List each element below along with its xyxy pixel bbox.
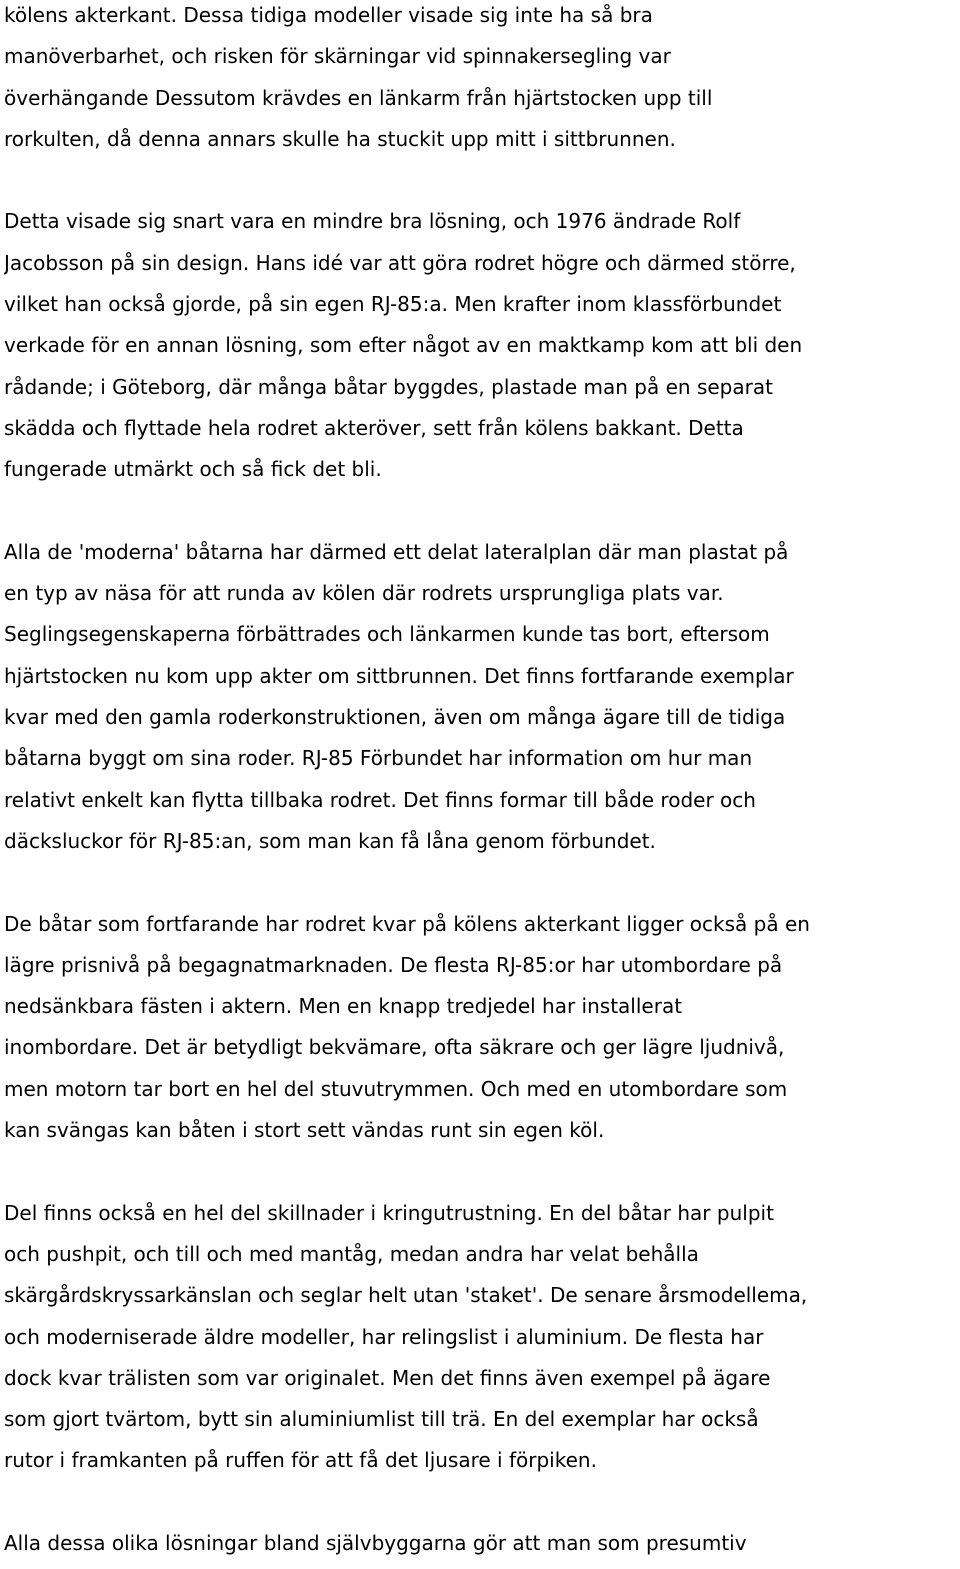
text-line: Seglingsegenskaperna förbättrades och länkarmen kunde tas bort, eftersom [4, 622, 770, 647]
text-line: däcksluckor för RJ-85:an, som man kan få låna genom förbundet. [4, 828, 656, 853]
paragraph-spacer [4, 867, 956, 908]
text-line: kvar med den gamla roderkonstruktionen, även om många ägare till de tidiga [4, 705, 786, 730]
text-line: men motorn tar bort en hel del stuvutrymmen. Och med en utombordare som [4, 1076, 788, 1101]
document-page [4, 0, 956, 1569]
text-line: dock kvar trälisten som var originalet. Men det finns även exempel på ägare [4, 1365, 771, 1390]
text-line: rådande; i Göteborg, där många båtar byggdes, plastade man på en separat [4, 374, 773, 399]
text-line: relativt enkelt kan flytta tillbaka rodret. Det finns formar till både roder och [4, 787, 756, 812]
paragraph-2 [4, 206, 956, 495]
text-line: fungerade utmärkt och så fick det bli. [4, 457, 382, 482]
text-line: verkade för en annan lösning, som efter något av en maktkamp kom att bli den [4, 333, 803, 358]
text-line: rorkulten, då denna annars skulle ha stuckit upp mitt i sittbrunnen. [4, 126, 676, 151]
paragraph-spacer [4, 1156, 956, 1197]
text-line: och moderniserade äldre modeller, har relingslist i aluminium. De flesta har [4, 1324, 764, 1349]
text-line: vilket han också gjorde, på sin egen RJ-85:a. Men krafter inom klassförbundet [4, 292, 782, 317]
paragraph-spacer [4, 1487, 956, 1528]
text-line: nedsänkbara fästen i aktern. Men en knapp tredjedel har installerat [4, 994, 683, 1019]
text-line: inombordare. Det är betydligt bekvämare, ofta säkrare och ger lägre ljudnivå, [4, 1035, 785, 1060]
paragraph-6 [4, 1528, 956, 1569]
text-line: och pushpit, och till och med mantåg, medan andra har velat behålla [4, 1241, 699, 1266]
text-line: Del finns också en hel del skillnader i kringutrustning. En del båtar har pulpit [4, 1200, 774, 1225]
text-line: rutor i framkanten på ruffen för att få det ljusare i förpiken. [4, 1448, 597, 1473]
text-line: Alla dessa olika lösningar bland självbyggarna gör att man som presumtiv [4, 1530, 747, 1555]
text-line: kan svängas kan båten i stort sett vändas runt sin egen köl. [4, 1118, 605, 1143]
paragraph-5 [4, 1198, 956, 1487]
text-line: överhängande Dessutom krävdes en länkarm från hjärtstocken upp till [4, 85, 713, 110]
text-line: skädda och flyttade hela rodret akteröver, sett från kölens bakkant. Detta [4, 415, 744, 440]
paragraph-4 [4, 909, 956, 1157]
text-line: kölens akterkant. Dessa tidiga modeller visade sig inte ha så bra [4, 3, 653, 27]
text-line: en typ av näsa för att runda av kölen där rodrets ursprungliga plats var. [4, 581, 724, 606]
text-line: Jacobsson på sin design. Hans idé var att göra rodret högre och därmed större, [4, 250, 796, 275]
text-line: Detta visade sig snart vara en mindre bra lösning, och 1976 ändrade Rolf [4, 209, 741, 234]
text-line: båtarna byggt om sina roder. RJ-85 Förbundet har information om hur man [4, 746, 753, 771]
text-line: lägre prisnivå på begagnatmarknaden. De flesta RJ-85:or har utombordare på [4, 952, 783, 977]
text-line: Alla de 'moderna' båtarna har därmed ett delat lateralplan där man plastat på [4, 539, 789, 564]
text-line: skärgårdskryssarkänslan och seglar helt utan 'staket'. De senare årsmodellema, [4, 1283, 808, 1308]
text-line: De båtar som fortfarande har rodret kvar på kölens akterkant ligger också på en [4, 911, 810, 936]
paragraph-3 [4, 537, 956, 867]
paragraph-spacer [4, 496, 956, 537]
paragraph-spacer [4, 165, 956, 206]
text-line: hjärtstocken nu kom upp akter om sittbrunnen. Det finns fortfarande exemplar [4, 663, 794, 688]
text-line: som gjort tvärtom, bytt sin aluminiumlist till trä. En del exemplar har också [4, 1407, 759, 1432]
paragraph-1 [4, 0, 956, 165]
text-line: manöverbarhet, och risken för skärningar vid spinnakersegling var [4, 44, 671, 69]
